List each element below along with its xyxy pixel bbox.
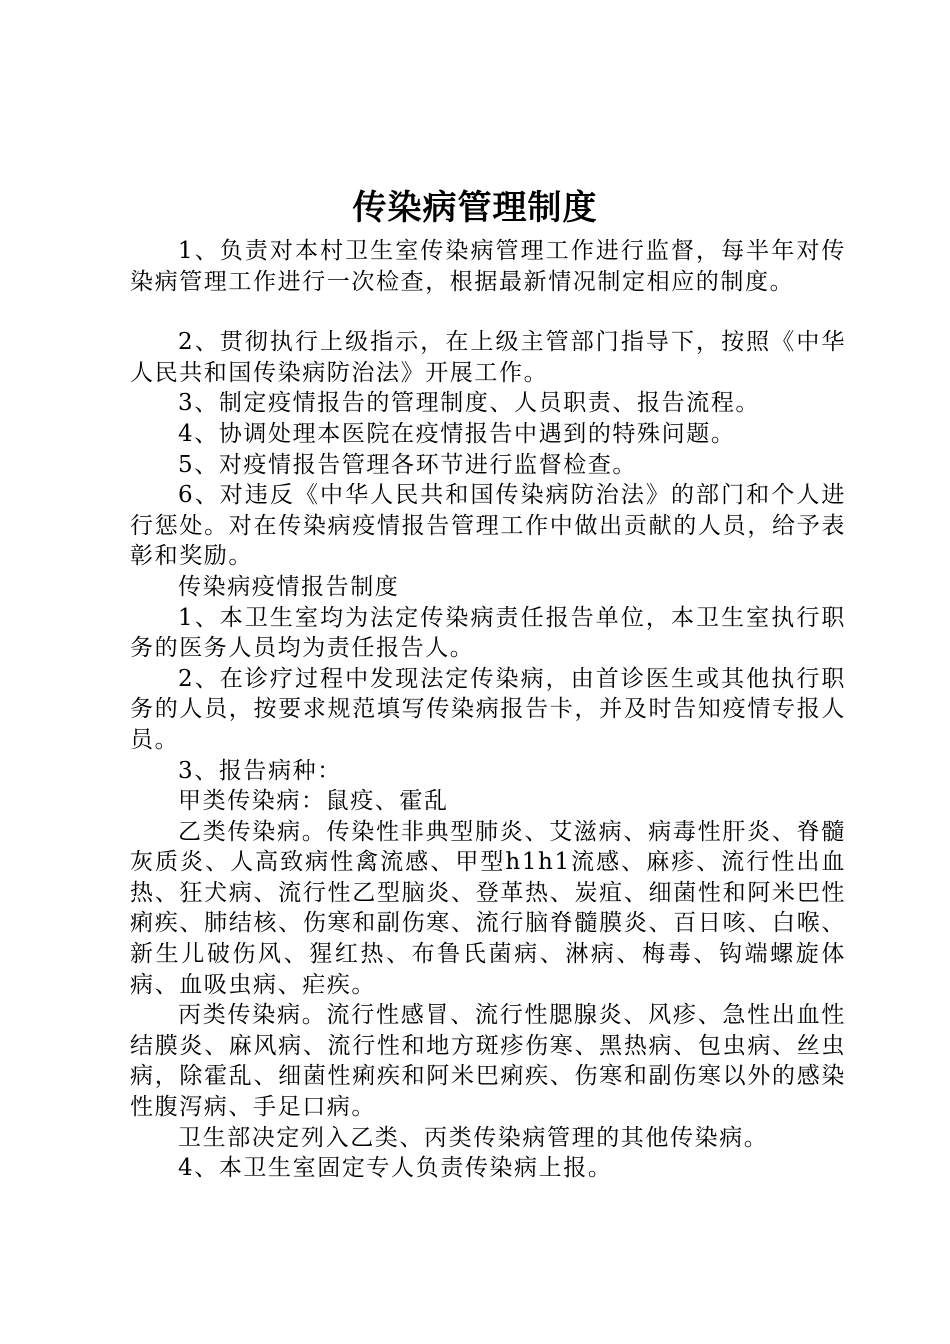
paragraph-1: 1、负责对本村卫生室传染病管理工作进行监督，每半年对传染病管理工作进行一次检查，根据最新情况制定相应的制度。	[130, 238, 846, 295]
paragraph-5: 5、对疫情报告管理各环节进行监督检查。	[178, 451, 638, 478]
class-b-diseases: 乙类传染病。传染性非典型肺炎、艾滋病、病毒性肝炎、脊髓灰质炎、人高致病性禽流感、甲型h1h1流感、麻疹、流行性出血热、狂犬病、流行性乙型脑炎、登革热、炭疽、细菌性和阿米巴性痢疾、肺结核、伤寒和副伤寒、流行脑脊髓膜炎、百日咳、白喉、新生儿破伤风、猩红热、布鲁氏菌病、淋病、梅毒、钩端螺旋体病、血吸虫病、疟疾。	[130, 818, 846, 998]
document-body	[130, 236, 846, 1184]
paragraph-4: 4、协调处理本医院在疫情报告中遇到的特殊问题。	[178, 420, 736, 447]
paragraph-3: 3、制定疫情报告的管理制度、人员职责、报告流程。	[178, 390, 761, 417]
report-paragraph-1: 1、本卫生室均为法定传染病责任报告单位，本卫生室执行职务的医务人员均为责任报告人。	[130, 604, 846, 662]
report-paragraph-4: 4、本卫生室固定专人负责传染病上报。	[178, 1155, 613, 1182]
document-title: 传染病管理制度	[352, 188, 598, 228]
class-c-diseases: 丙类传染病。流行性感冒、流行性腮腺炎、风疹、急性出血性结膜炎、麻风病、流行性和地方斑疹伤寒、黑热病、包虫病、丝虫病，除霍乱、细菌性痢疾和阿米巴痢疾、伤寒和副伤寒以外的感染性腹泻病、手足口病。	[130, 1002, 846, 1121]
report-paragraph-2: 2、在诊疗过程中发现法定传染病，由首诊医生或其他执行职务的人员，按要求规范填写传染病报告卡，并及时告知疫情专报人员。	[130, 665, 846, 753]
class-a-diseases: 甲类传染病：鼠疫、霍乱	[178, 788, 449, 815]
other-diseases-note: 卫生部决定列入乙类、丙类传染病管理的其他传染病。	[178, 1124, 769, 1151]
paragraph-6: 6、对违反《中华人民共和国传染病防治法》的部门和个人进行惩处。对在传染病疫情报告管理工作中做出贡献的人员，给予表彰和奖励。	[130, 482, 846, 570]
section-heading-report-system: 传染病疫情报告制度	[178, 573, 400, 600]
paragraph-2: 2、贯彻执行上级指示，在上级主管部门指导下，按照《中华人民共和国传染病防治法》开展工作。	[130, 329, 846, 386]
report-paragraph-3: 3、报告病种：	[178, 757, 342, 784]
